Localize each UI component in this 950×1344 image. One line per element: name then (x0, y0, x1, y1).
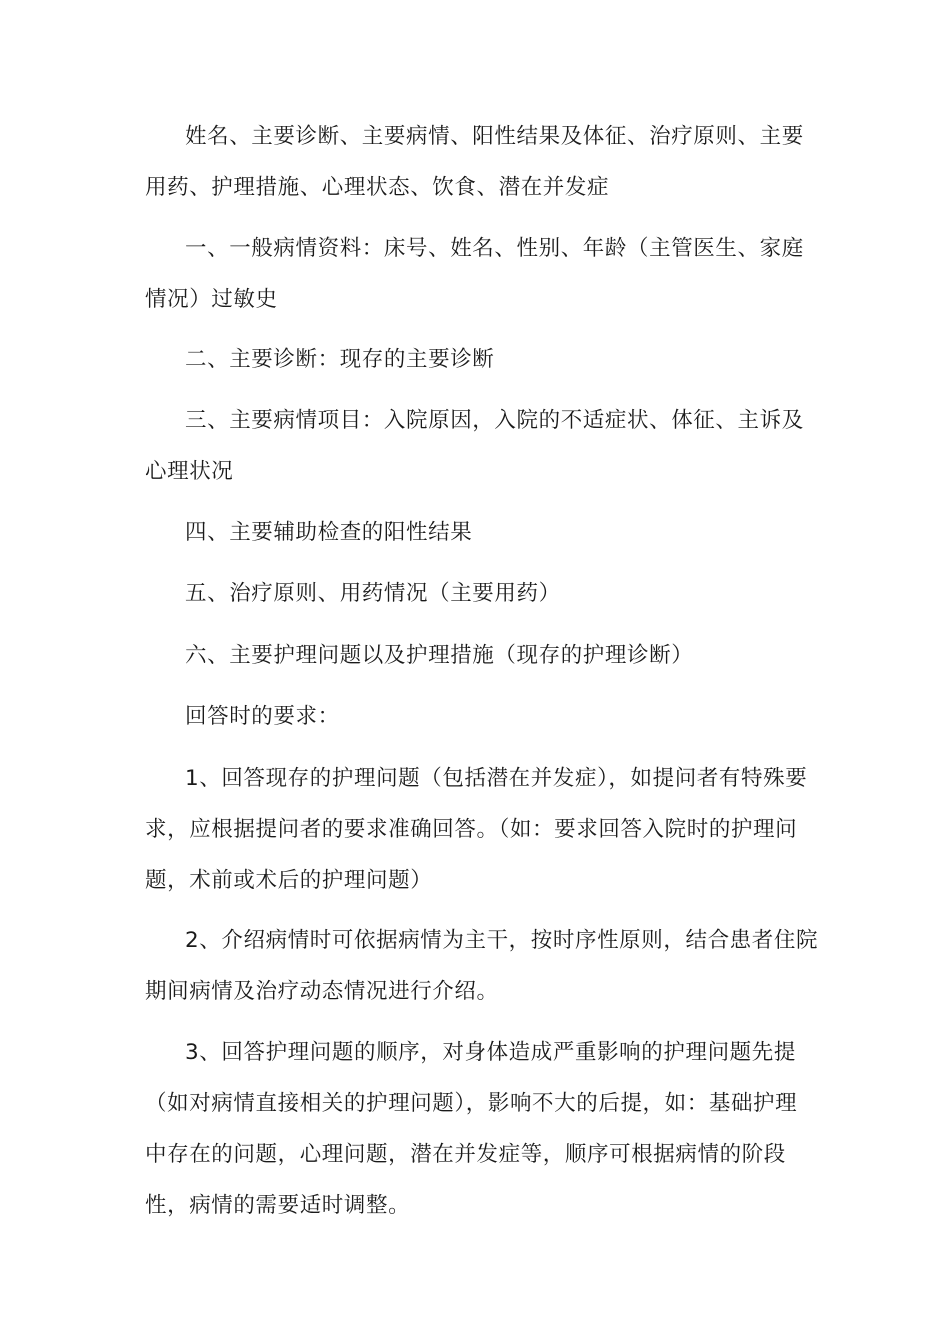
paragraph-line: 求，应根据提问者的要求准确回答。（如：要求回答入院时的护理问 (145, 817, 798, 842)
paragraph-req-3 (145, 1027, 805, 1231)
paragraph-line: 2、介绍病情时可依据病情为主干，按时序性原则，结合患者住院 (185, 928, 819, 953)
paragraph-line: 中存在的问题，心理问题，潜在并发症等，顺序可根据病情的阶段 (145, 1142, 786, 1167)
paragraph-item-3 (145, 395, 805, 497)
paragraph-line: 心理状况 (145, 459, 234, 484)
paragraph-line: 用药、护理措施、心理状态、饮食、潜在并发症 (145, 175, 610, 200)
paragraph-line: 期间病情及治疗动态情况进行介绍。 (145, 979, 499, 1004)
paragraph-line: 六、主要护理问题以及护理措施（现存的护理诊断） (185, 643, 694, 668)
paragraph-item-5 (145, 568, 805, 619)
paragraph-line: 题，术前或术后的护理问题） (145, 868, 433, 893)
paragraph-line: 一、一般病情资料：床号、姓名、性别、年龄（主管医生、家庭 (185, 236, 804, 261)
paragraph-line: 情况）过敏史 (145, 287, 278, 312)
paragraph-requirements-heading (145, 691, 805, 742)
paragraph-line: 四、主要辅助检查的阳性结果 (185, 520, 473, 545)
paragraph-line: 二、主要诊断：现存的主要诊断 (185, 347, 495, 372)
paragraph-line: 姓名、主要诊断、主要病情、阳性结果及体征、治疗原则、主要 (185, 124, 804, 149)
paragraph-req-1 (145, 753, 808, 906)
paragraph-line: 回答时的要求： (185, 704, 340, 729)
paragraph-line: （如对病情直接相关的护理问题），影响不大的后提，如：基础护理 (145, 1091, 798, 1116)
paragraph-item-4 (145, 507, 805, 558)
paragraph-line: 性，病情的需要适时调整。 (145, 1193, 411, 1218)
paragraph-line: 3、回答护理问题的顺序，对身体造成严重影响的护理问题先提 (185, 1040, 796, 1065)
paragraph-line: 三、主要病情项目：入院原因，入院的不适症状、体征、主诉及 (185, 408, 804, 433)
paragraph-req-2 (145, 915, 819, 1017)
paragraph-line: 五、治疗原则、用药情况（主要用药） (185, 581, 561, 606)
paragraph-item-2 (145, 334, 805, 385)
paragraph-line: 1、回答现存的护理问题（包括潜在并发症），如提问者有特殊要 (185, 766, 808, 791)
paragraph-summary (145, 111, 805, 213)
paragraph-item-1 (145, 223, 805, 325)
paragraph-item-6 (145, 630, 805, 681)
